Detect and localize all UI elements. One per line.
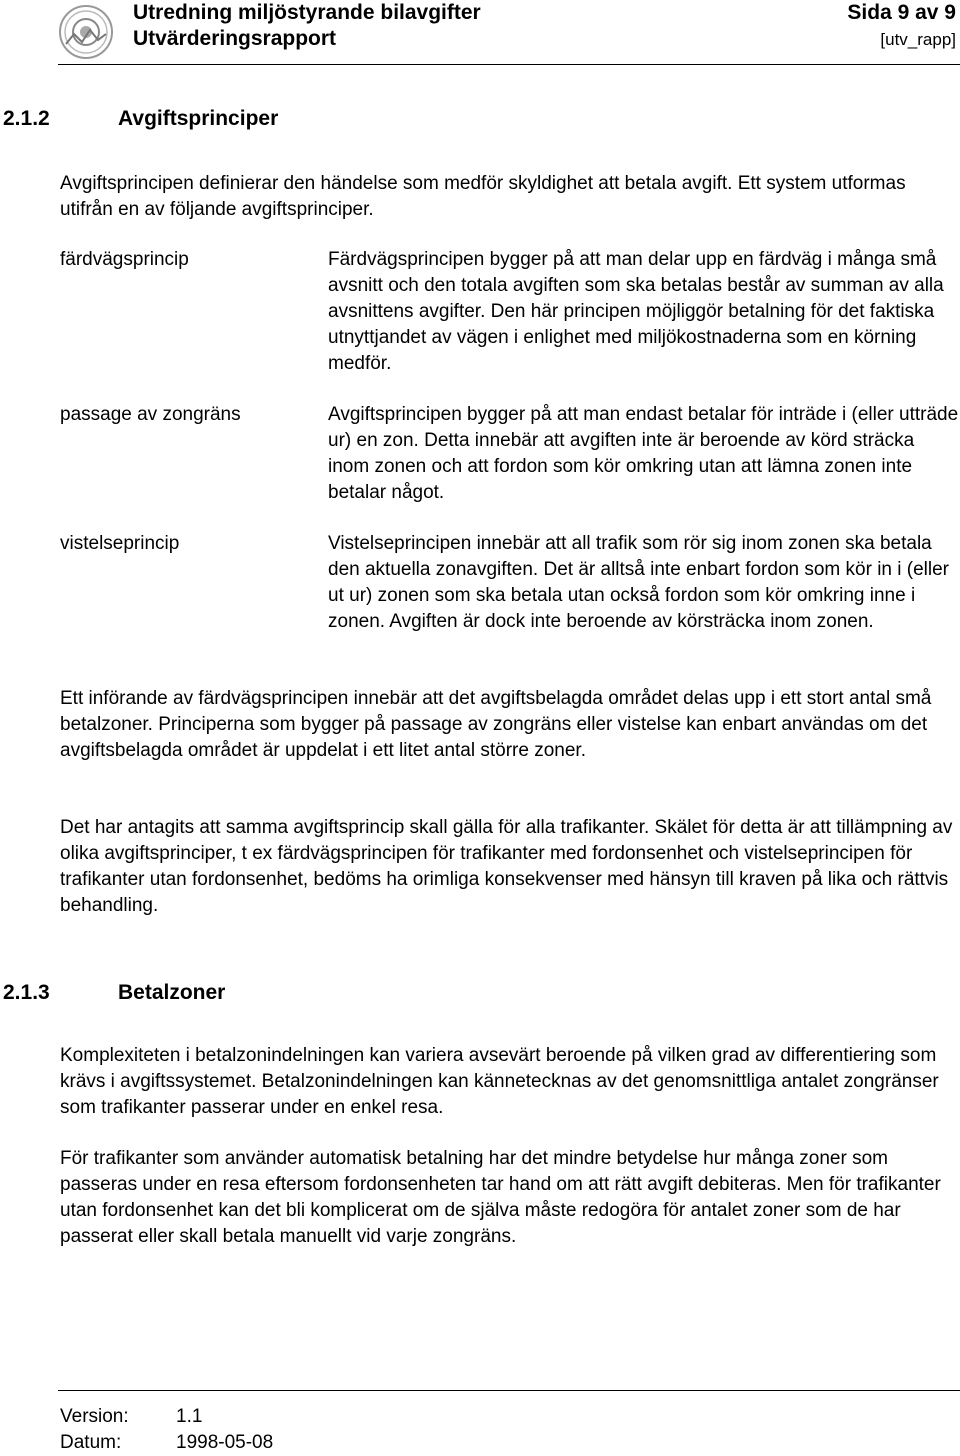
version-label: Version: bbox=[60, 1406, 129, 1427]
definition-text: Vistelseprincipen innebär att all trafik som rör sig inom zonen ska betala den aktuella zonavgiften. Det är alltså inte enbart fordon som kör in i (eller ut ur) zonen som ska betala utan också fordon som kör omkring inne i zonen. Avgiften är dock inte beroende av körsträcka inom zonen. bbox=[328, 533, 949, 632]
document-reference: [utv_rapp] bbox=[880, 30, 956, 49]
body-paragraph: Komplexiteten i betalzonindelningen kan variera avsevärt beroende på vilken grad av differentiering som krävs i avgiftssystemet. Betalzonindelningen kan kännetecknas av det genomsnittliga antalet zongränser som trafikanter passerar under en enkel resa. bbox=[60, 1045, 939, 1118]
header-divider bbox=[58, 64, 960, 65]
footer-divider bbox=[58, 1390, 960, 1391]
intro-paragraph: Avgiftsprincipen definierar den händelse som medför skyldighet att betala avgift. Ett system utformas utifrån en av följande avgiftsprinciper. bbox=[60, 173, 906, 220]
definition-text: Avgiftsprincipen bygger på att man endast betalar för inträde i (eller utträde ur) en zon. Detta innebär att avgiften inte är beroende av körd sträcka inom zonen och att fordon som kör omkring utan att lämna zonen inte betalar något. bbox=[328, 404, 959, 503]
section-number: 2.1.3 bbox=[3, 981, 50, 1004]
footer-date bbox=[60, 1430, 273, 1456]
page-header bbox=[0, 0, 960, 66]
seal-logo-icon bbox=[58, 4, 114, 60]
section-title: Avgiftsprinciper bbox=[118, 107, 279, 130]
document-title: Utredning miljöstyrande bilavgifter bbox=[133, 1, 481, 24]
document-subtitle: Utvärderingsrapport bbox=[133, 27, 337, 50]
date-label: Datum: bbox=[60, 1432, 122, 1453]
section-number: 2.1.2 bbox=[3, 107, 50, 130]
page-number: Sida 9 av 9 bbox=[847, 1, 956, 24]
footer-version bbox=[60, 1404, 202, 1430]
definition-term: passage av zongräns bbox=[60, 404, 241, 425]
definition-text: Färdvägsprincipen bygger på att man delar upp en färdväg i många små avsnitt och den totala avgiften som ska betalas består av summan av alla avsnittens avgifter. Den här principen möjliggör betalning för det faktiska utnyttjandet av vägen i enlighet med miljökostnaderna som en körning medför. bbox=[328, 249, 944, 374]
body-paragraph: Ett införande av färdvägsprincipen innebär att det avgiftsbelagda området delas upp i ett stort antal små betalzoner. Principerna som bygger på passage av zongräns eller vistelse kan enbart användas om det avgiftsbelagda området är uppdelat i ett litet antal större zoner. bbox=[60, 688, 932, 761]
body-paragraph: Det har antagits att samma avgiftsprincip skall gälla för alla trafikanter. Skälet för detta är att tillämpning av olika avgiftsprinciper, t ex färdvägsprincipen för trafikanter med fordonsenhet och vistelseprincipen för trafikanter utan fordonsenhet, bedöms ha orimliga konsekvenser med hänsyn till kraven på lika och rättvis behandling. bbox=[60, 817, 953, 916]
section-title: Betalzoner bbox=[118, 981, 226, 1004]
version-value: 1.1 bbox=[176, 1406, 203, 1427]
definition-term: färdvägsprincip bbox=[60, 249, 189, 270]
date-value: 1998-05-08 bbox=[176, 1432, 274, 1453]
body-paragraph: För trafikanter som använder automatisk betalning har det mindre betydelse hur många zoner som passeras under en resa eftersom fordonsenheten tar hand om att rätt avgift debiteras. Men för trafikanter utan fordonsenhet kan det bli komplicerat om de själva måste redogöra för antalet zoner som de har passerat eller skall betala manuellt vid varje zongräns. bbox=[60, 1148, 941, 1247]
definition-term: vistelseprincip bbox=[60, 533, 180, 554]
